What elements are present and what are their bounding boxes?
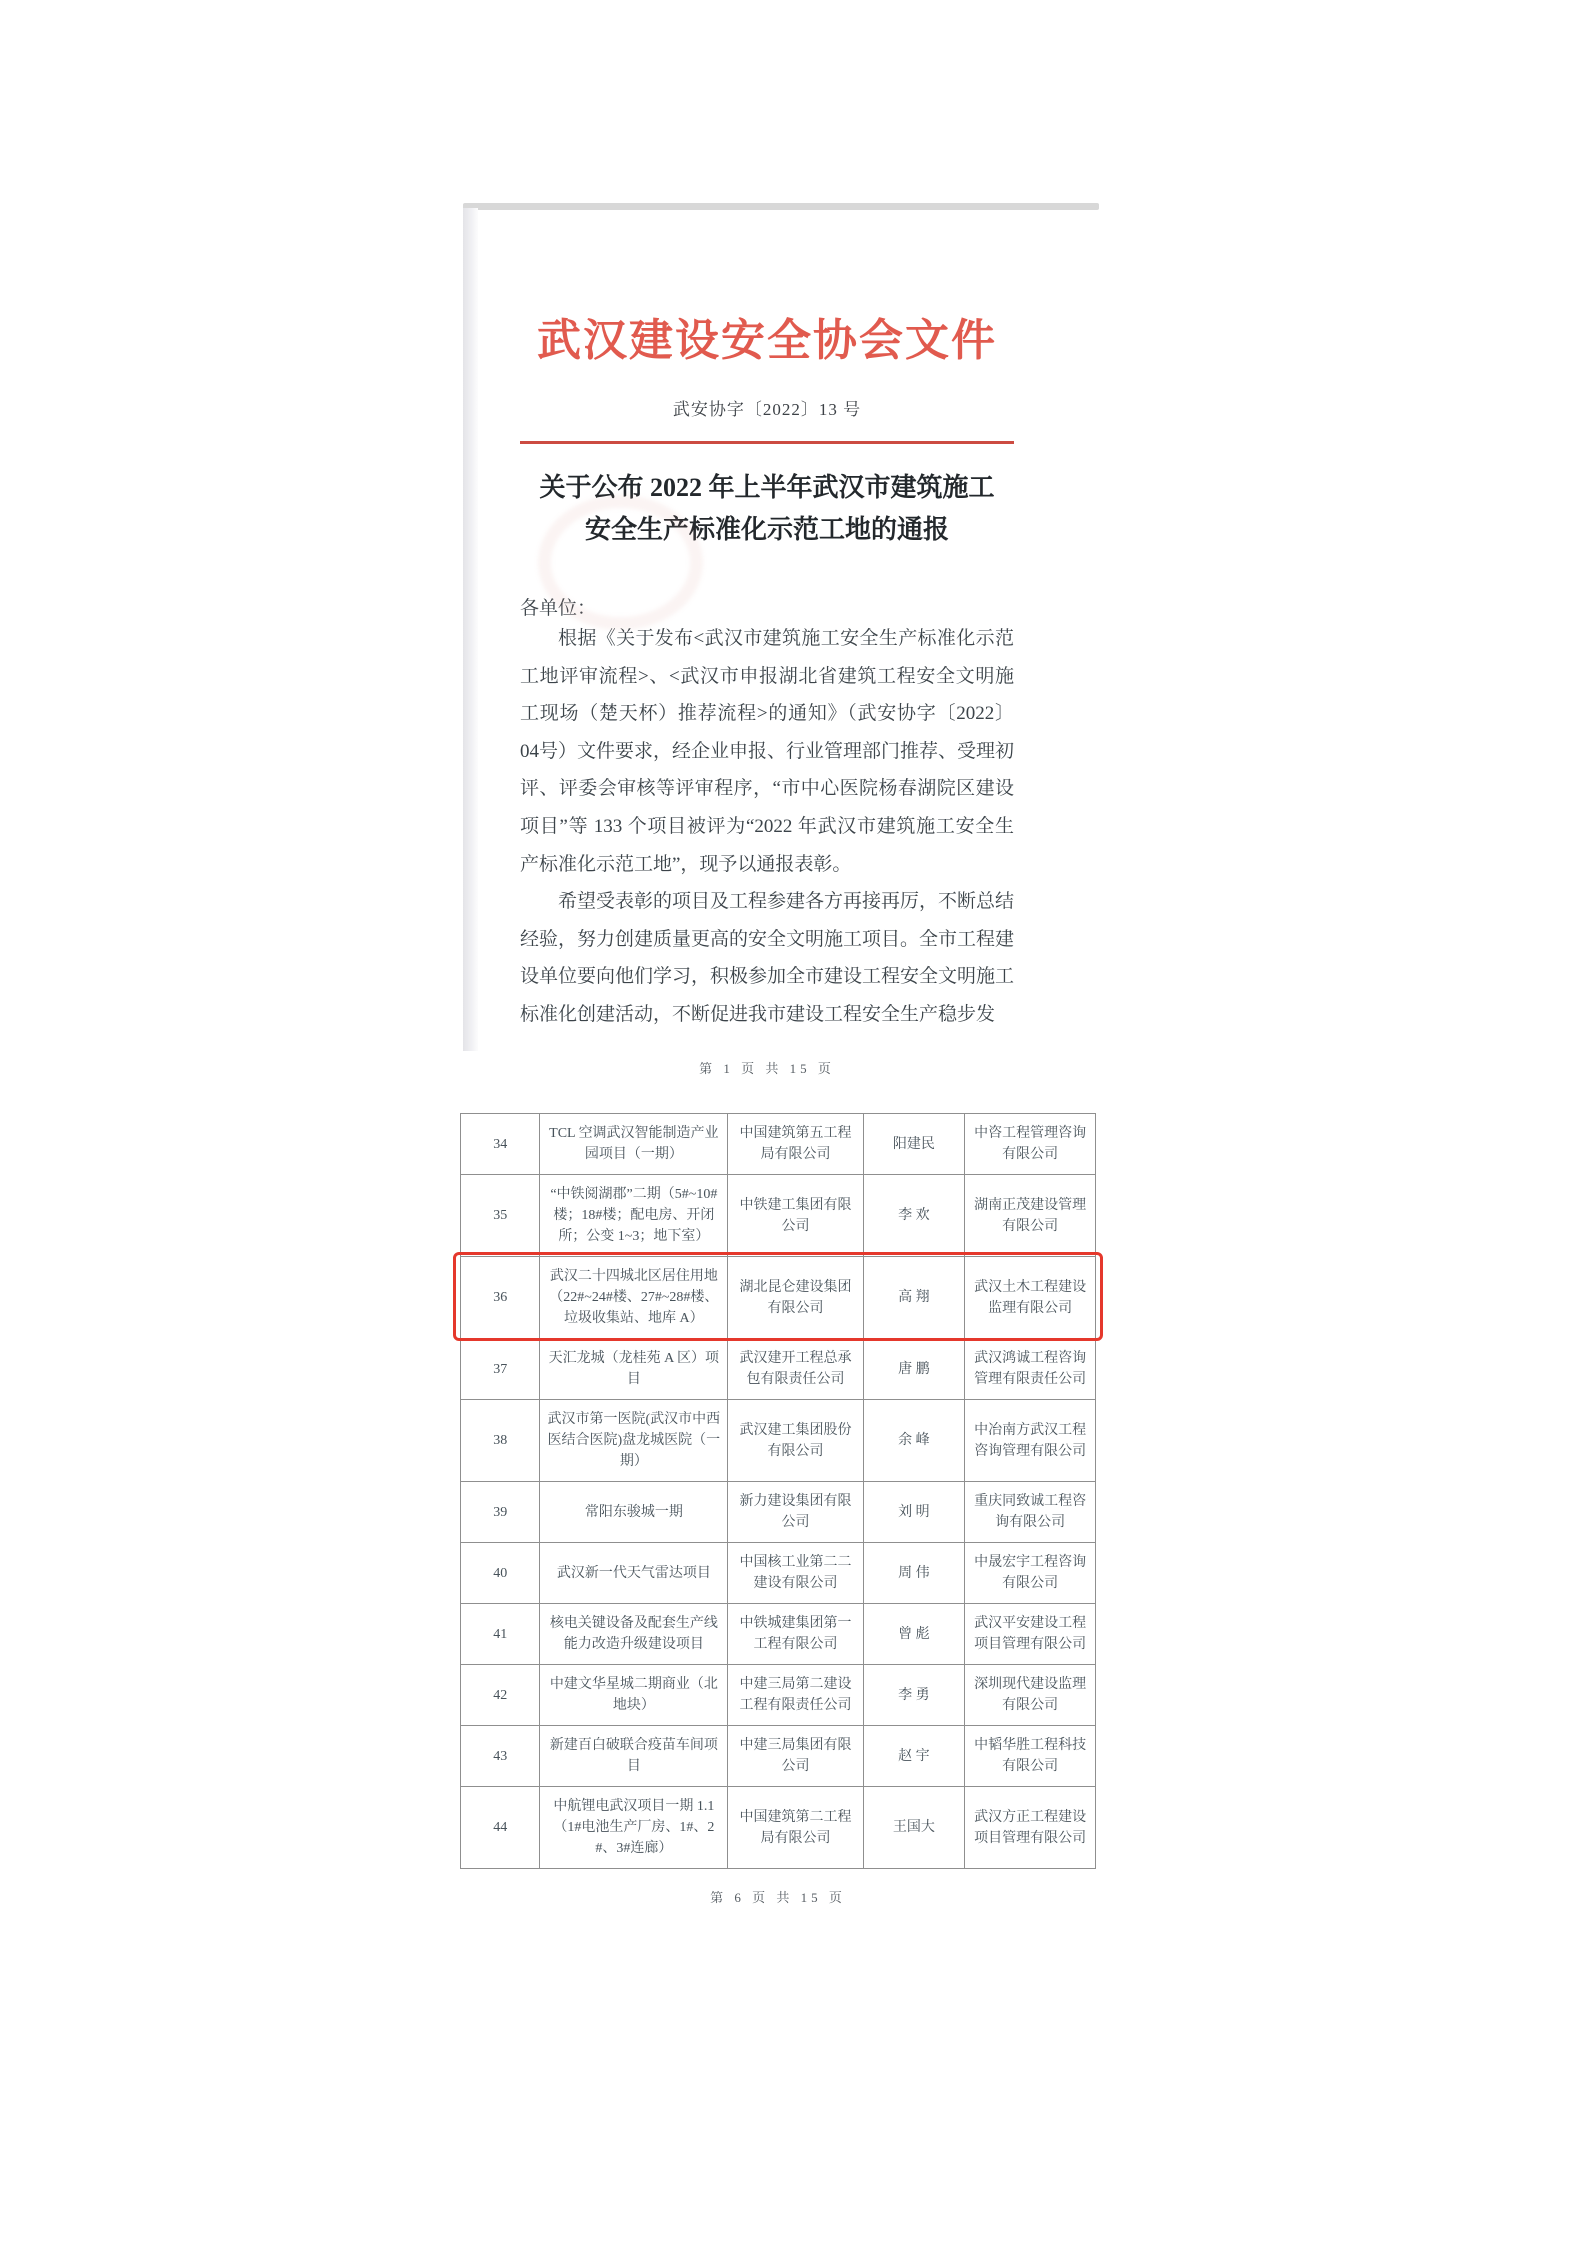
supervisor-cell: 武汉鸿诚工程咨询管理有限责任公司 — [965, 1339, 1096, 1400]
row-number: 44 — [461, 1787, 540, 1869]
row-number: 41 — [461, 1604, 540, 1665]
contractor-cell: 新力建设集团有限公司 — [728, 1482, 863, 1543]
document-title-line-2: 安全生产标准化示范工地的通报 — [584, 515, 949, 544]
supervisor-cell: 深圳现代建设监理有限公司 — [965, 1665, 1096, 1726]
person-cell: 唐 鹏 — [863, 1339, 965, 1400]
contractor-cell: 武汉建开工程总承包有限责任公司 — [728, 1339, 863, 1400]
supervisor-cell: 中晟宏宇工程咨询有限公司 — [965, 1543, 1096, 1604]
row-number: 36 — [461, 1257, 540, 1339]
supervisor-cell: 武汉土木工程建设监理有限公司 — [965, 1257, 1096, 1339]
row-number: 43 — [461, 1726, 540, 1787]
supervisor-cell: 重庆同致诚工程咨询有限公司 — [965, 1482, 1096, 1543]
table-row-35 — [461, 1175, 1096, 1257]
project-name-cell: “中铁阅湖郡”二期（5#~10#楼；18#楼；配电房、开闭所；公变 1~3；地下室） — [540, 1175, 728, 1257]
faint-stamp-mark — [538, 495, 703, 630]
projects-table — [460, 1113, 1096, 1869]
contractor-cell: 中建三局第二建设工程有限责任公司 — [728, 1665, 863, 1726]
person-cell: 赵 宇 — [863, 1726, 965, 1787]
contractor-cell: 中建三局集团有限公司 — [728, 1726, 863, 1787]
contractor-cell: 中国核工业第二二建设有限公司 — [728, 1543, 863, 1604]
person-cell: 李 勇 — [863, 1665, 965, 1726]
contractor-cell: 湖北昆仑建设集团有限公司 — [728, 1257, 863, 1339]
row-number: 42 — [461, 1665, 540, 1726]
table-row-38 — [461, 1400, 1096, 1482]
project-name-cell: 新建百白破联合疫苗车间项目 — [540, 1726, 728, 1787]
page-1-content — [520, 203, 1014, 1077]
supervisor-cell: 中咨工程管理咨询有限公司 — [965, 1114, 1096, 1175]
person-cell: 高 翔 — [863, 1257, 965, 1339]
letterhead-title: 武汉建设安全协会文件 — [537, 316, 997, 365]
letterhead-divider — [520, 441, 1014, 444]
project-name-cell: 常阳东骏城一期 — [540, 1482, 728, 1543]
project-name-cell: 中航锂电武汉项目一期 1.1（1#电池生产厂房、1#、2#、3#连廊） — [540, 1787, 728, 1869]
table-row-44 — [461, 1787, 1096, 1869]
project-name-cell: 武汉市第一医院(武汉市中西医结合医院)盘龙城医院（一期） — [540, 1400, 728, 1482]
person-cell: 阳建民 — [863, 1114, 965, 1175]
contractor-cell: 中铁城建集团第一工程有限公司 — [728, 1604, 863, 1665]
row-number: 35 — [461, 1175, 540, 1257]
table-row-37 — [461, 1339, 1096, 1400]
table-row-41 — [461, 1604, 1096, 1665]
row-number: 37 — [461, 1339, 540, 1400]
table-row-43 — [461, 1726, 1096, 1787]
row-number: 38 — [461, 1400, 540, 1482]
supervisor-cell: 中冶南方武汉工程咨询管理有限公司 — [965, 1400, 1096, 1482]
person-cell: 李 欢 — [863, 1175, 965, 1257]
contractor-cell: 中铁建工集团有限公司 — [728, 1175, 863, 1257]
row-number: 40 — [461, 1543, 540, 1604]
document-number: 武安协字〔2022〕13 号 — [672, 400, 862, 419]
person-cell: 刘 明 — [863, 1482, 965, 1543]
table-row-34 — [461, 1114, 1096, 1175]
contractor-cell: 武汉建工集团股份有限公司 — [728, 1400, 863, 1482]
row-number: 34 — [461, 1114, 540, 1175]
table-row-36 — [461, 1257, 1096, 1339]
page-2 — [460, 1113, 1096, 1906]
contractor-cell: 中国建筑第五工程局有限公司 — [728, 1114, 863, 1175]
salutation: 各单位： — [520, 598, 597, 619]
table-row-39 — [461, 1482, 1096, 1543]
person-cell: 曾 彪 — [863, 1604, 965, 1665]
document-title-line-1: 关于公布 2022 年上半年武汉市建筑施工 — [539, 473, 995, 502]
table-row-42 — [461, 1665, 1096, 1726]
supervisor-cell: 武汉方正工程建设项目管理有限公司 — [965, 1787, 1096, 1869]
supervisor-cell: 中韬华胜工程科技有限公司 — [965, 1726, 1096, 1787]
row-number: 39 — [461, 1482, 540, 1543]
page-edge-shadow-left — [463, 208, 478, 1051]
project-name-cell: 中建文华星城二期商业（北地块） — [540, 1665, 728, 1726]
page-1 — [463, 203, 1111, 1076]
page-2-footer: 第 6 页 共 15 页 — [710, 1890, 846, 1905]
body-paragraph-2: 希望受表彰的项目及工程参建各方再接再厉，不断总结经验，努力创建质量更高的安全文明施工项目。全市工程建设单位要向他们学习，积极参加全市建设工程安全文明施工标准化创建活动，不断促进我市建设工程安全生产稳步发 — [520, 891, 1015, 1025]
page-1-footer: 第 1 页 共 15 页 — [699, 1060, 835, 1076]
project-name-cell: 武汉二十四城北区居住用地（22#~24#楼、27#~28#楼、垃圾收集站、地库 A） — [540, 1257, 728, 1339]
body-paragraph-1: 根据《关于发布<武汉市建筑施工安全生产标准化示范工地评审流程>、<武汉市申报湖北省建筑工程安全文明施工现场（楚天杯）推荐流程>的通知》（武安协字〔2022〕04号）文件要求，经企业申报、行业管理部门推荐、受理初评、评委会审核等评审程序，“市中心医院杨春湖院区建设项目”等 133 个项目被评为“2022 年武汉市建筑施工安全生产标准化示范工地”，现予以通报表彰。 — [520, 628, 1015, 875]
project-name-cell: TCL 空调武汉智能制造产业园项目（一期） — [540, 1114, 728, 1175]
project-name-cell: 武汉新一代天气雷达项目 — [540, 1543, 728, 1604]
project-name-cell: 核电关键设备及配套生产线能力改造升级建设项目 — [540, 1604, 728, 1665]
table-row-40 — [461, 1543, 1096, 1604]
supervisor-cell: 武汉平安建设工程项目管理有限公司 — [965, 1604, 1096, 1665]
person-cell: 王国大 — [863, 1787, 965, 1869]
person-cell: 周 伟 — [863, 1543, 965, 1604]
project-name-cell: 天汇龙城（龙桂苑 A 区）项目 — [540, 1339, 728, 1400]
person-cell: 余 峰 — [863, 1400, 965, 1482]
supervisor-cell: 湖南正茂建设管理有限公司 — [965, 1175, 1096, 1257]
contractor-cell: 中国建筑第二工程局有限公司 — [728, 1787, 863, 1869]
